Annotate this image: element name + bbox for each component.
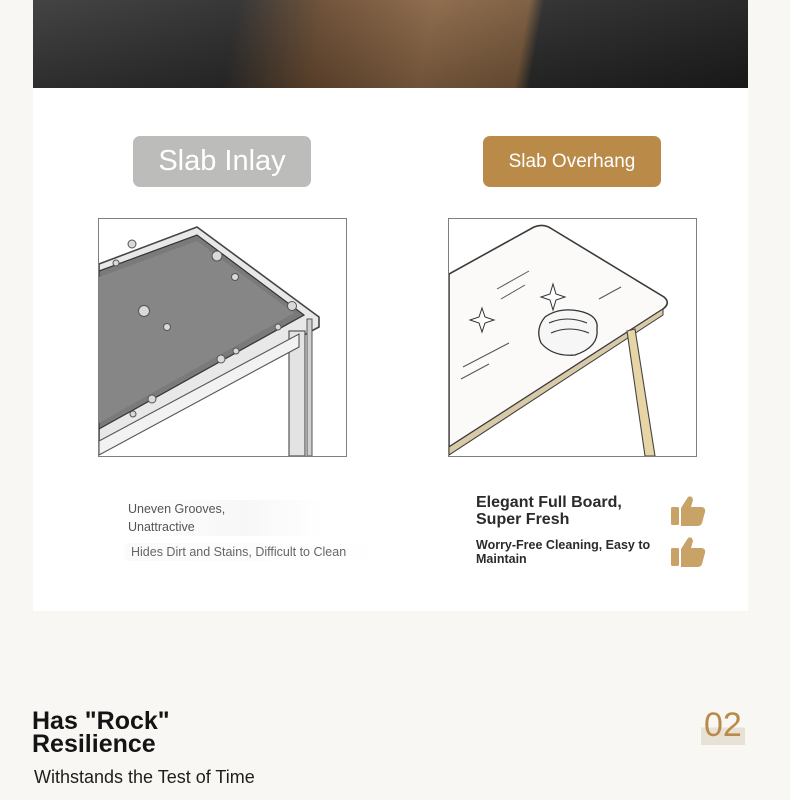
- inlay-note-line1: Uneven Grooves,: [128, 502, 226, 516]
- benefit-2-text: Worry-Free Cleaning, Easy to Maintain: [476, 538, 651, 566]
- section-title-line2: Resilience: [32, 730, 156, 758]
- slab-overhang-label: Slab Overhang: [483, 136, 661, 187]
- inlay-drawback-note-2: Hides Dirt and Stains, Difficult to Clean: [125, 543, 387, 561]
- slab-overhang-illustration: [448, 218, 697, 457]
- table-top-photo: [33, 0, 748, 88]
- overhang-benefits: [476, 494, 706, 568]
- section-title-line1: Has "Rock": [32, 707, 170, 735]
- slab-inlay-illustration: [98, 218, 347, 457]
- section-number: 02: [701, 706, 745, 745]
- section-title: [32, 707, 222, 758]
- benefit-row-2: [476, 536, 706, 568]
- benefit-1-text: Elegant Full Board, Super Fresh: [476, 494, 622, 528]
- inlay-drawback-note: [123, 500, 323, 536]
- comparison-panel: [33, 88, 748, 611]
- thumbs-up-icon: [670, 536, 706, 568]
- thumbs-up-icon: [670, 495, 706, 527]
- benefit-row-1: [476, 494, 706, 528]
- slab-inlay-label: Slab Inlay: [133, 136, 311, 187]
- section-subtitle: Withstands the Test of Time: [34, 767, 255, 787]
- inlay-note-line2: Unattractive: [128, 520, 195, 534]
